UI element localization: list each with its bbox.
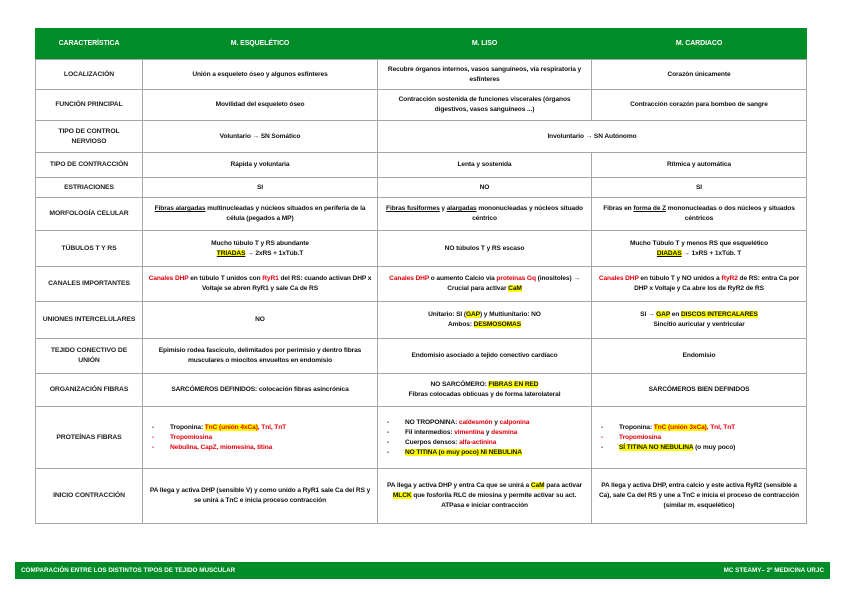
bullet-list	[597, 423, 735, 453]
cell-esqueletico: Movilidad del esqueleto óseo	[143, 90, 378, 121]
row-label: FUNCIÓN PRINCIPAL	[36, 90, 143, 121]
cell-cardiaco: Mucho Túbulo T y menos RS que esquelético DIADAS → 1xRS + 1xTúb. T	[592, 231, 807, 267]
row-proteinas	[36, 407, 807, 469]
row-label: TÚBULOS T Y RS	[36, 231, 143, 267]
cell-esqueletico: PA llega y activa DHP (sensible V) y como unido a RyR1 sale Ca del RS y se unirá a TnC e inicia proceso contracción	[143, 469, 378, 524]
cell-liso: Canales DHP o aumento Calcio vía proteínas Gq (inositoles) → Crucial para activar CaM	[378, 267, 592, 302]
row-label: PROTEÍNAS FIBRAS	[36, 407, 143, 469]
cell-esqueletico: Voluntario → SN Somático	[143, 121, 378, 153]
bullet-list	[383, 418, 529, 458]
list-item: - SÍ TITINA NO NEBULINA (o muy poco)	[597, 443, 735, 453]
row-label: MORFOLOGÍA CELULAR	[36, 198, 143, 231]
footer-title: COMPARACIÓN ENTRE LOS DISTINTOS TIPOS DE TEJIDO MUSCULAR	[21, 567, 236, 574]
row-label: TEJIDO CONECTIVO DE UNIÓN	[36, 339, 143, 374]
cell-cardiaco: Canales DHP en túbulo T y NO unidos a RyR2 de RS: entra Ca por DHP x Voltaje y Ca abre los de RyR2 de RS	[592, 267, 807, 302]
cell-esqueletico: Canales DHP en túbulo T unidos con RyR1 del RS: cuando activan DHP x Voltaje se abren RyR1 y sale Ca de RS	[143, 267, 378, 302]
cell-liso: Contracción sostenida de funciones viscerales (órganos digestivos, vasos sanguíneos ...)	[378, 90, 592, 121]
list-item: - Tropomiosina	[597, 433, 735, 443]
cell-liso: Recubre órganos internos, vasos sanguíneos, vía respiratoria y esfínteres	[378, 60, 592, 90]
cell-liso: Endomisio asociado a tejido conectivo cardíaco	[378, 339, 592, 374]
cell-liso: NO túbulos T y RS escaso	[378, 231, 592, 267]
cell-cardiaco: Rítmica y automática	[592, 153, 807, 178]
row-uniones	[36, 302, 807, 339]
cell-cardiaco: SI	[592, 178, 807, 198]
row-label: ORGANIZACIÓN FIBRAS	[36, 374, 143, 407]
cell-cardiaco: Endomisio	[592, 339, 807, 374]
bullet-list	[148, 423, 286, 453]
cell-cardiaco	[592, 407, 807, 469]
row-tubulos	[36, 231, 807, 267]
list-item: - Troponina: TnC (unión 4xCa), TnI, TnT	[148, 423, 286, 433]
cell-esqueletico: Unión a esqueleto óseo y algunos esfínteres	[143, 60, 378, 90]
cell-esqueletico: Rápida y voluntaria	[143, 153, 378, 178]
cell-liso: PA llega y activa DHP y entra Ca que se unirá a CaM para activar MLCK que fosforila RLC de miosina y permite activar su act. ATPasa e iniciar contracción	[378, 469, 592, 524]
row-control-nervioso	[36, 121, 807, 153]
cell-esqueletico: Epimisio rodea fascículo, delimitados por perimisio y dentro fibras musculares o miocitos envueltos en endomisio	[143, 339, 378, 374]
header-row	[36, 29, 807, 60]
row-funcion	[36, 90, 807, 121]
row-tipo-contraccion	[36, 153, 807, 178]
list-item: - Troponina: TnC (unión 3xCa), TnI, TnT	[597, 423, 735, 433]
list-item: - NO TITINA (o muy poco) NI NEBULINA	[383, 448, 529, 458]
row-label: LOCALIZACIÓN	[36, 60, 143, 90]
cell-cardiaco: SI → GAP en DISCOS INTERCALARES Sincitio auricular y ventricular	[592, 302, 807, 339]
list-item: - NO TROPONINA: caldesmón y calponina	[383, 418, 529, 428]
cell-liso: Lenta y sostenida	[378, 153, 592, 178]
cell-cardiaco: PA llega y activa DHP, entra calcio y este activa RyR2 (sensible a Ca), sale Ca del RS y une a TnC e inicia el proceso de contracción (similar m. esquelético)	[592, 469, 807, 524]
list-item: - Fil intermedios: vimentina y desmina	[383, 428, 529, 438]
cell-esqueletico: SI	[143, 178, 378, 198]
list-item: - Tropomiosina	[148, 433, 286, 443]
highlight-diadas: DIADAS	[656, 249, 682, 257]
cell-cardiaco: SARCÓMEROS BIEN DEFINIDOS	[592, 374, 807, 407]
list-item: - Nebulina, CapZ, miomesina, titina	[148, 443, 286, 453]
footer-bar	[15, 562, 830, 579]
cell-liso	[378, 407, 592, 469]
header-esqueletico: M. ESQUELÉTICO	[143, 29, 378, 60]
row-label: UNIONES INTERCELULARES	[36, 302, 143, 339]
cell-liso: Unitario: SI (GAP) y Multiunitario: NO Ambos: DESMOSOMAS	[378, 302, 592, 339]
cell-liso: NO	[378, 178, 592, 198]
header-cardiaco: M. CARDIACO	[592, 29, 807, 60]
cell-esqueletico: NO	[143, 302, 378, 339]
row-localizacion	[36, 60, 807, 90]
cell-esqueletico: Fibras alargadas multinucleadas y núcleos situados en periferia de la célula (pegados a MP)	[143, 198, 378, 231]
row-label: INICIO CONTRACCIÓN	[36, 469, 143, 524]
header-caracteristica: CARACTERÍSTICA	[36, 29, 143, 60]
row-label: CANALES IMPORTANTES	[36, 267, 143, 302]
cell-esqueletico: Mucho túbulo T y RS abundante TRIADAS → 2xRS + 1xTúb.T	[143, 231, 378, 267]
cell-cardiaco: Fibras en forma de Z mononucleadas o dos núcleos y situados céntricos	[592, 198, 807, 231]
cell-liso: NO SARCÓMERO: FIBRAS EN RED Fibras colocadas oblicuas y de forma laterolateral	[378, 374, 592, 407]
row-tejido-conectivo	[36, 339, 807, 374]
highlight-triadas: TRIADAS	[216, 249, 246, 257]
row-label: TIPO DE CONTRACCIÓN	[36, 153, 143, 178]
list-item: - Cuerpos densos: alfa-actinina	[383, 438, 529, 448]
row-label: ESTRIACIONES	[36, 178, 143, 198]
row-morfologia	[36, 198, 807, 231]
row-label: TIPO DE CONTROL NERVIOSO	[36, 121, 143, 153]
row-estriaciones	[36, 178, 807, 198]
cell-liso: Fibras fusiformes y alargadas mononucleadas y núcleos situado céntrico	[378, 198, 592, 231]
row-organizacion	[36, 374, 807, 407]
row-canales	[36, 267, 807, 302]
row-inicio-contraccion	[36, 469, 807, 524]
cell-liso-cardiaco: Involuntario → SN Autónomo	[378, 121, 807, 153]
cell-cardiaco: Corazón únicamente	[592, 60, 807, 90]
header-liso: M. LISO	[378, 29, 592, 60]
cell-esqueletico: SARCÓMEROS DEFINIDOS: colocación fibras asincrónica	[143, 374, 378, 407]
footer-author: MC STEAMY– 2º MEDICINA URJC	[723, 567, 824, 574]
muscle-comparison-table	[35, 28, 807, 524]
cell-cardiaco: Contracción corazón para bombeo de sangre	[592, 90, 807, 121]
cell-esqueletico	[143, 407, 378, 469]
